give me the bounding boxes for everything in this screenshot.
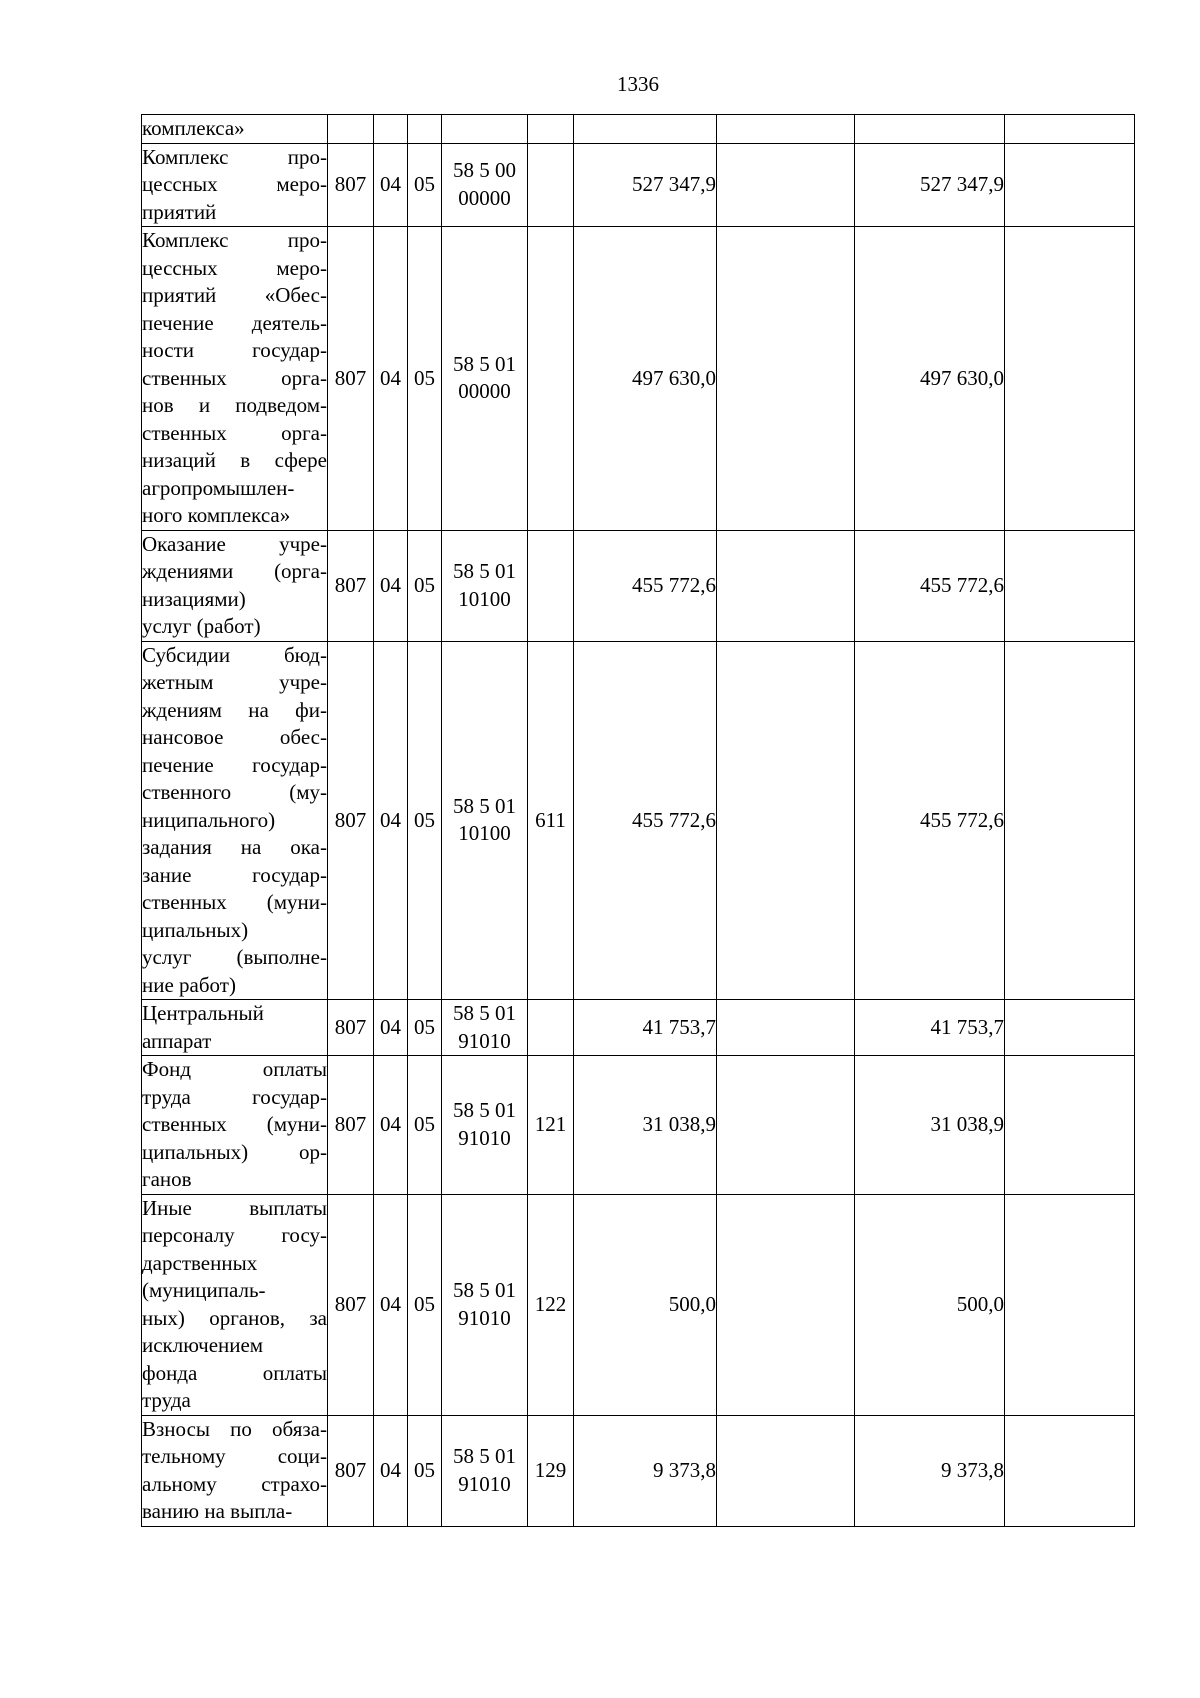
expense-name-line: Фонд оплаты	[142, 1057, 327, 1081]
expense-name-line: Комплекс про-	[142, 228, 327, 252]
ministry-code-cell: 807	[328, 1056, 374, 1195]
expense-name-line: ганов	[142, 1167, 192, 1191]
expense-name-line: труда	[142, 1388, 191, 1412]
expense-name-line: тельному соци-	[142, 1444, 327, 1468]
subsection-code-cell: 05	[408, 1415, 442, 1526]
ministry-code-cell	[328, 115, 374, 144]
table-row	[142, 115, 1135, 144]
amount-cell-col7	[717, 530, 855, 641]
table-row	[142, 227, 1135, 531]
subsection-code-cell: 05	[408, 530, 442, 641]
target-article-cell	[442, 227, 528, 531]
total-amount-cell: 497 630,0	[574, 227, 717, 531]
amount-cell-col9	[1005, 1056, 1135, 1195]
expense-name-line: ности государ-	[142, 338, 327, 362]
table-row	[142, 1056, 1135, 1195]
expense-name-line: агропромышлен-	[142, 475, 295, 500]
total-amount-cell: 31 038,9	[574, 1056, 717, 1195]
expense-name-line: приятий «Обес-	[142, 283, 327, 307]
expense-name-line: дарственных	[142, 1250, 258, 1275]
expense-name-line: ниципального)	[142, 807, 276, 832]
ministry-code-cell: 807	[328, 227, 374, 531]
target-article-line: 91010	[458, 1028, 511, 1053]
target-article-line: 91010	[458, 1305, 511, 1330]
expense-name-line: Субсидии бюд-	[142, 642, 327, 667]
subsection-code-cell: 05	[408, 641, 442, 1000]
target-article-cell	[442, 115, 528, 144]
budget-table	[141, 114, 1135, 1527]
subsection-code-cell	[408, 115, 442, 144]
expense-name-cell	[142, 641, 328, 1000]
total-amount-cell: 527 347,9	[574, 143, 717, 227]
expense-name-line: персоналу госу-	[142, 1223, 327, 1247]
target-article-line: 91010	[458, 1471, 511, 1496]
target-article-line: 00000	[458, 185, 511, 210]
subsection-code-cell: 05	[408, 1056, 442, 1195]
amount-cell-col9	[1005, 530, 1135, 641]
amount-cell-col9	[1005, 1194, 1135, 1415]
page-number: 1336	[617, 72, 659, 96]
expense-name-line: ждениями (орга-	[142, 559, 327, 583]
target-article-line: 10100	[458, 586, 511, 611]
expense-name-line: услуг (работ)	[142, 614, 261, 638]
target-article-cell	[442, 1415, 528, 1526]
subsection-code-cell: 05	[408, 227, 442, 531]
expense-name-line: альному страхо-	[142, 1471, 327, 1496]
ministry-code-cell: 807	[328, 1000, 374, 1056]
expense-name-line: печение деятель-	[142, 310, 327, 335]
expense-name-line: аппарат	[142, 1028, 212, 1053]
expense-name-line: Комплекс про-	[142, 144, 327, 169]
amount-cell-col8: 41 753,7	[855, 1000, 1005, 1056]
target-article-cell	[442, 641, 528, 1000]
expense-name-line: Взносы по обяза-	[142, 1416, 327, 1441]
target-article-line: 58 5 00	[453, 158, 516, 183]
target-article-cell	[442, 1056, 528, 1195]
expense-type-cell	[528, 143, 574, 227]
total-amount-cell: 455 772,6	[574, 641, 717, 1000]
amount-cell-col9	[1005, 115, 1135, 144]
expense-type-cell	[528, 530, 574, 641]
expense-name-line: жетным учре-	[142, 670, 327, 694]
expense-name-line: приятий	[142, 199, 217, 224]
expense-name-line: Оказание учре-	[142, 531, 327, 556]
expense-name-line: низаций в сфере	[142, 448, 327, 472]
target-article-line: 58 5 01	[453, 351, 516, 376]
expense-type-cell	[528, 115, 574, 144]
target-article-line: 58 5 01	[453, 559, 516, 583]
expense-name-line: ственных орга-	[142, 420, 327, 445]
amount-cell-col7	[717, 641, 855, 1000]
ministry-code-cell: 807	[328, 143, 374, 227]
section-code-cell: 04	[374, 227, 408, 531]
expense-name-line: ного комплекса»	[142, 503, 291, 527]
expense-type-cell: 121	[528, 1056, 574, 1195]
target-article-cell	[442, 1000, 528, 1056]
expense-type-cell	[528, 227, 574, 531]
table-row	[142, 1000, 1135, 1056]
target-article-line: 58 5 01	[453, 1444, 516, 1468]
ministry-code-cell: 807	[328, 641, 374, 1000]
expense-name-cell	[142, 1194, 328, 1415]
amount-cell-col7	[717, 143, 855, 227]
table-row	[142, 1194, 1135, 1415]
expense-name-line: комплекса»	[142, 116, 245, 140]
section-code-cell: 04	[374, 1056, 408, 1195]
total-amount-cell	[574, 115, 717, 144]
expense-name-line: ванию на выпла-	[142, 1499, 293, 1523]
expense-name-line: ственных орга-	[142, 365, 327, 390]
total-amount-cell: 9 373,8	[574, 1415, 717, 1526]
section-code-cell: 04	[374, 1194, 408, 1415]
expense-name-line: ственных (муни-	[142, 890, 327, 914]
subsection-code-cell: 05	[408, 1194, 442, 1415]
expense-name-line: (муниципаль-	[142, 1278, 266, 1302]
amount-cell-col9	[1005, 1000, 1135, 1056]
expense-name-line: нов и подведом-	[142, 393, 327, 417]
expense-name-line: ственного (му-	[142, 780, 327, 804]
target-article-line: 58 5 01	[453, 1278, 516, 1302]
amount-cell-col8: 500,0	[855, 1194, 1005, 1415]
amount-cell-col8: 9 373,8	[855, 1415, 1005, 1526]
amount-cell-col8: 455 772,6	[855, 641, 1005, 1000]
amount-cell-col8: 497 630,0	[855, 227, 1005, 531]
target-article-line: 00000	[458, 379, 511, 404]
amount-cell-col8: 455 772,6	[855, 530, 1005, 641]
expense-name-cell	[142, 115, 328, 144]
amount-cell-col8: 527 347,9	[855, 143, 1005, 227]
expense-type-cell: 122	[528, 1194, 574, 1415]
expense-name-cell	[142, 1415, 328, 1526]
amount-cell-col8: 31 038,9	[855, 1056, 1005, 1195]
expense-name-line: цессных меро-	[142, 172, 327, 196]
expense-name-line: Центральный	[142, 1001, 264, 1025]
expense-name-cell	[142, 1056, 328, 1195]
expense-type-cell: 129	[528, 1415, 574, 1526]
table-body	[142, 115, 1135, 1527]
expense-name-cell	[142, 227, 328, 531]
section-code-cell: 04	[374, 530, 408, 641]
expense-name-line: нансовое обес-	[142, 725, 327, 749]
expense-name-line: услуг (выполне-	[142, 945, 327, 969]
amount-cell-col7	[717, 1194, 855, 1415]
ministry-code-cell: 807	[328, 1415, 374, 1526]
expense-name-line: ственных (муни-	[142, 1112, 327, 1136]
total-amount-cell: 41 753,7	[574, 1000, 717, 1056]
table-row	[142, 530, 1135, 641]
section-code-cell: 04	[374, 1415, 408, 1526]
target-article-line: 58 5 01	[453, 793, 516, 818]
amount-cell-col9	[1005, 143, 1135, 227]
expense-name-line: ципальных) ор-	[142, 1139, 327, 1164]
expense-type-cell: 611	[528, 641, 574, 1000]
table-row	[142, 641, 1135, 1000]
expense-name-line: ние работ)	[142, 972, 236, 997]
total-amount-cell: 500,0	[574, 1194, 717, 1415]
amount-cell-col7	[717, 1000, 855, 1056]
expense-type-cell	[528, 1000, 574, 1056]
table-row	[142, 143, 1135, 227]
expense-name-line: ципальных)	[142, 917, 249, 942]
amount-cell-col7	[717, 1415, 855, 1526]
expense-name-cell	[142, 530, 328, 641]
total-amount-cell: 455 772,6	[574, 530, 717, 641]
expense-name-line: ждениям на фи-	[142, 697, 327, 722]
expense-name-line: фонда оплаты	[142, 1360, 327, 1385]
target-article-cell	[442, 530, 528, 641]
expense-name-line: зание государ-	[142, 862, 327, 887]
target-article-line: 58 5 01	[453, 1098, 516, 1123]
expense-name-line: цессных меро-	[142, 255, 327, 280]
expense-name-line: труда государ-	[142, 1084, 327, 1109]
section-code-cell: 04	[374, 641, 408, 1000]
section-code-cell: 04	[374, 1000, 408, 1056]
expense-name-cell	[142, 1000, 328, 1056]
target-article-line: 58 5 01	[453, 1001, 516, 1025]
subsection-code-cell: 05	[408, 1000, 442, 1056]
target-article-cell	[442, 143, 528, 227]
expense-name-line: исключением	[142, 1333, 264, 1357]
section-code-cell: 04	[374, 143, 408, 227]
target-article-line: 91010	[458, 1125, 511, 1150]
expense-name-line: низациями)	[142, 586, 246, 611]
expense-name-cell	[142, 143, 328, 227]
amount-cell-col7	[717, 227, 855, 531]
expense-name-line: Иные выплаты	[142, 1195, 327, 1220]
expense-name-line: задания на ока-	[142, 835, 327, 859]
subsection-code-cell: 05	[408, 143, 442, 227]
amount-cell-col9	[1005, 641, 1135, 1000]
table-row	[142, 1415, 1135, 1526]
ministry-code-cell: 807	[328, 530, 374, 641]
amount-cell-col9	[1005, 227, 1135, 531]
amount-cell-col8	[855, 115, 1005, 144]
amount-cell-col9	[1005, 1415, 1135, 1526]
target-article-cell	[442, 1194, 528, 1415]
ministry-code-cell: 807	[328, 1194, 374, 1415]
amount-cell-col7	[717, 1056, 855, 1195]
expense-name-line: печение государ-	[142, 752, 327, 777]
amount-cell-col7	[717, 115, 855, 144]
target-article-line: 10100	[458, 821, 511, 846]
section-code-cell	[374, 115, 408, 144]
expense-name-line: ных) органов, за	[142, 1305, 327, 1330]
